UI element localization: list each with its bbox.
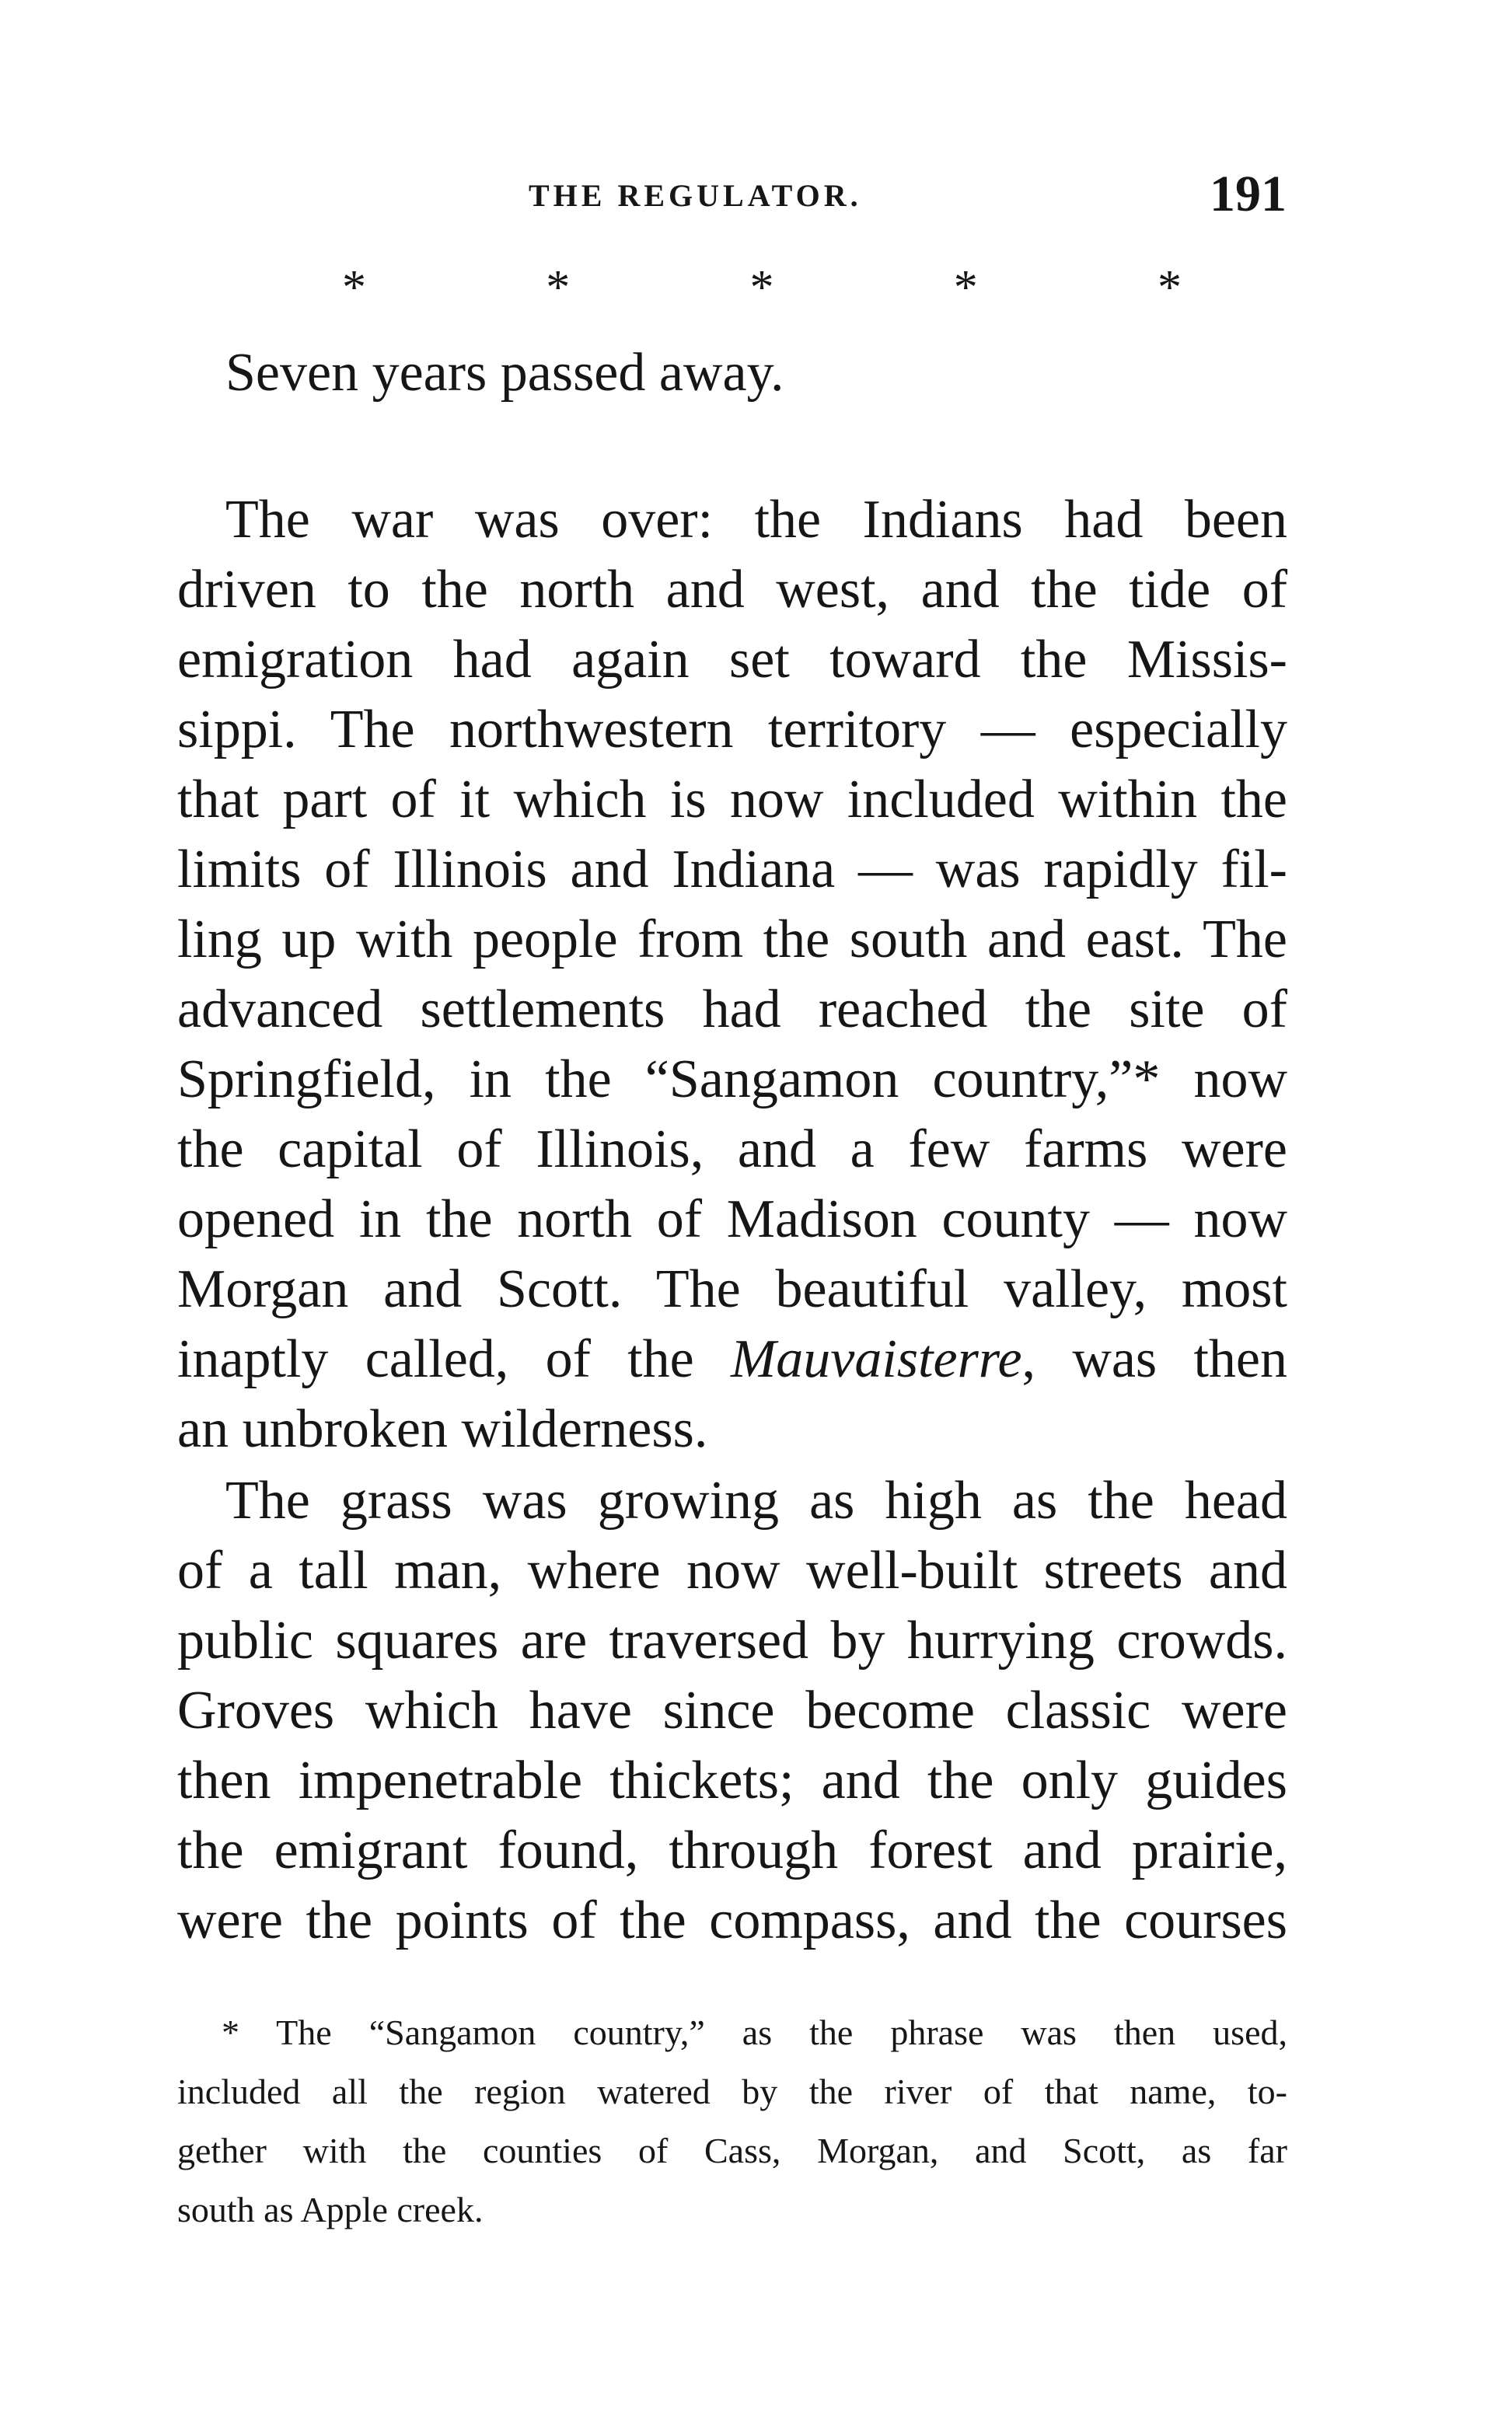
footnote-line: gether with the counties of Cass, Morgan, and Scott, as far	[177, 2131, 1287, 2170]
text-run: inaptly called, of the	[177, 1329, 731, 1389]
section-break-star: *	[749, 261, 774, 314]
footnote-line: south as Apple creek.	[177, 2190, 484, 2229]
paragraph-1-line: the capital of Illinois, and a few farms were	[177, 1119, 1287, 1179]
paragraph-1-line: opened in the north of Madison county — now	[177, 1189, 1287, 1249]
section-break	[342, 260, 1182, 316]
paragraph-1-line: Morgan and Scott. The beautiful valley, most	[177, 1259, 1287, 1319]
paragraph-2-line: Groves which have since become classic were	[177, 1681, 1287, 1740]
section-break-star: *	[546, 261, 571, 314]
section-break-star: *	[953, 261, 978, 314]
running-head: THE REGULATOR.	[529, 178, 862, 213]
opening-line: Seven years passed away.	[225, 343, 784, 403]
paragraph-2-line: then impenetrable thickets; and the only guides	[177, 1751, 1287, 1810]
footnote-line: included all the region watered by the river of that name, to-	[177, 2072, 1287, 2111]
paragraph-2-line: the emigrant found, through forest and prairie,	[177, 1821, 1287, 1880]
paragraph-1-line: emigration had again set toward the Missis-	[177, 630, 1287, 690]
paragraph-1-line: sippi. The northwestern territory — especially	[177, 700, 1287, 759]
paragraph-1-line: The war was over: the Indians had been	[225, 490, 1287, 550]
paragraph-2-line: The grass was growing as high as the head	[225, 1471, 1287, 1531]
paragraph-2-line: were the points of the compass, and the courses	[177, 1891, 1287, 1950]
text-run: , was then	[1021, 1329, 1287, 1389]
paragraph-2-line: of a tall man, where now well-built streets and	[177, 1541, 1287, 1601]
paragraph-1-line: Springfield, in the “Sangamon country,”* now	[177, 1049, 1287, 1109]
italic-place-name: Mauvaisterre	[730, 1329, 1022, 1389]
paragraph-1-line: that part of it which is now included within the	[177, 770, 1287, 829]
footnote-line: * The “Sangamon country,” as the phrase was then used,	[222, 2013, 1287, 2052]
paragraph-1-line-italic	[177, 1329, 1287, 1389]
section-break-star: *	[342, 261, 366, 314]
paragraph-1-line: ling up with people from the south and east. The	[177, 909, 1287, 969]
paragraph-1-line: driven to the north and west, and the tide of	[177, 560, 1287, 620]
paragraph-1-last-line: an unbroken wilderness.	[177, 1399, 708, 1459]
section-break-star: *	[1158, 261, 1182, 314]
paragraph-1-line: limits of Illinois and Indiana — was rapidly fil-	[177, 840, 1287, 899]
paragraph-2-line: public squares are traversed by hurrying crowds.	[177, 1611, 1287, 1671]
page-number: 191	[1210, 166, 1287, 222]
paragraph-1-line: advanced settlements had reached the site of	[177, 979, 1287, 1039]
